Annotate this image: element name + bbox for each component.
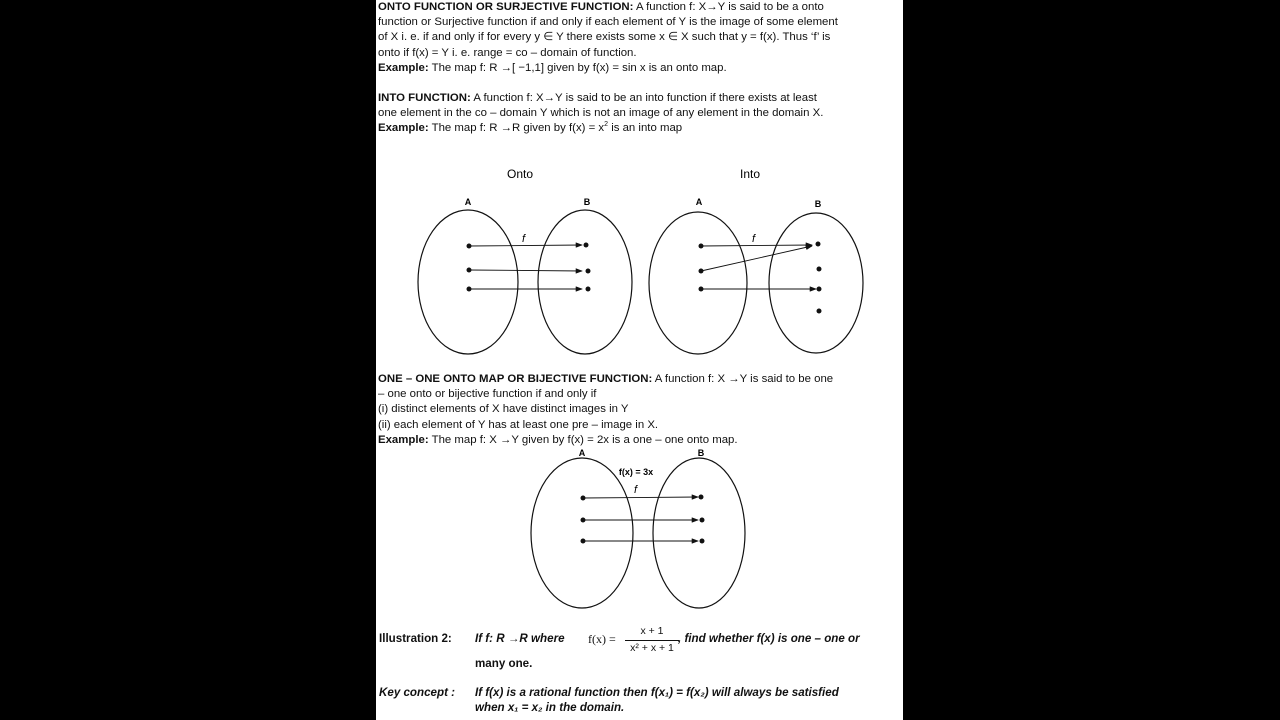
bijective-set-a-label: A bbox=[578, 448, 586, 458]
illustration-denominator: x² + x + 1 bbox=[630, 642, 674, 654]
into-example-post: is an into map bbox=[608, 122, 683, 135]
bijective-example-label: Example: bbox=[378, 433, 429, 446]
bijective-arrows bbox=[583, 497, 698, 541]
into-line-1: A function f: X→Y is said to be an into function if there exists at least bbox=[470, 92, 817, 104]
into-set-a-label: A bbox=[695, 197, 703, 207]
onto-set-b-ellipse bbox=[538, 210, 632, 354]
document-page bbox=[376, 0, 903, 720]
bijective-line-4: (ii) each element of Y has at least one pre – image in X. bbox=[378, 418, 659, 431]
key-concept-line-2: when x₁ = x₂ in the domain. bbox=[475, 701, 625, 714]
onto-into-diagram bbox=[376, 0, 903, 370]
onto-line-3: of X i. e. if and only if for every y ∈ Y there exists some x ∈ X such that y = f(x). Thus ‘f’ is bbox=[378, 31, 831, 44]
into-line-2: one element in the co – domain Y which is not an image of any element in the domain X. bbox=[378, 107, 824, 120]
into-example-label: Example: bbox=[378, 122, 429, 135]
bijective-set-b-label: B bbox=[697, 448, 705, 458]
onto-set-a-ellipse bbox=[418, 210, 518, 354]
illustration-text-post: , find whether f(x) is one – one or bbox=[678, 632, 860, 645]
into-set-a-ellipse bbox=[649, 212, 747, 354]
into-f-label: f bbox=[752, 233, 756, 245]
key-concept-label: Key concept : bbox=[379, 686, 456, 699]
onto-set-a-label: A bbox=[464, 197, 472, 207]
onto-set-b-label: B bbox=[583, 197, 591, 207]
onto-f-label: f bbox=[522, 233, 526, 245]
onto-points bbox=[467, 243, 591, 292]
into-example-pre: The map f: R →R given by f(x) = x bbox=[428, 122, 605, 135]
bijective-diagram bbox=[376, 445, 903, 615]
onto-line-2: function or Surjective function if and only if each element of Y is the image of some element bbox=[378, 16, 838, 29]
bijective-line-3: (i) distinct elements of X have distinct images in Y bbox=[378, 403, 629, 416]
bijective-line-1: A function f: X →Y is said to be one bbox=[652, 373, 834, 385]
bijective-f-label: f bbox=[634, 484, 638, 496]
onto-heading: ONTO FUNCTION OR SURJECTIVE FUNCTION: bbox=[378, 1, 634, 13]
into-example-sup: 2 bbox=[604, 121, 609, 129]
bijective-example-text: The map f: X →Y given by f(x) = 2x is a one – one onto map. bbox=[428, 433, 738, 446]
illustration-text-pre: If f: R →R where bbox=[475, 632, 565, 645]
bijective-set-b-ellipse bbox=[653, 458, 745, 608]
illustration-label: Illustration 2: bbox=[379, 632, 452, 645]
onto-line-1: A function f: X→Y is said to be a onto bbox=[633, 1, 824, 13]
bijective-paragraph bbox=[378, 372, 900, 448]
onto-example-text: The map f: R →[ −1,1] given by f(x) = sin x is an onto map. bbox=[428, 61, 727, 74]
key-concept-line-1: If f(x) is a rational function then f(x₁) = f(x₂) will always be satisfied bbox=[475, 686, 839, 699]
into-set-b-label: B bbox=[814, 199, 822, 209]
onto-example-label: Example: bbox=[378, 61, 429, 74]
bijective-points bbox=[581, 495, 705, 544]
into-heading: INTO FUNCTION: bbox=[378, 92, 471, 104]
onto-title: Onto bbox=[506, 167, 534, 181]
bijective-line-2: – one onto or bijective function if and only if bbox=[378, 388, 597, 401]
into-set-b-ellipse bbox=[769, 213, 863, 353]
bijective-formula: f(x) = 3x bbox=[618, 467, 654, 477]
illustration-fx: f(x) = bbox=[588, 632, 616, 646]
onto-line-4: onto if f(x) = Y i. e. range = co – domain of function. bbox=[378, 46, 637, 59]
bijective-heading: ONE – ONE ONTO MAP OR BIJECTIVE FUNCTION: bbox=[378, 373, 653, 385]
fraction-bar bbox=[625, 640, 679, 641]
onto-arrows bbox=[469, 245, 582, 289]
into-title: Into bbox=[739, 167, 761, 181]
illustration-line-2: many one. bbox=[475, 657, 533, 670]
into-points bbox=[699, 242, 822, 314]
illustration-numerator: x + 1 bbox=[640, 625, 664, 637]
bijective-set-a-ellipse bbox=[531, 458, 633, 608]
into-arrows bbox=[701, 245, 816, 289]
